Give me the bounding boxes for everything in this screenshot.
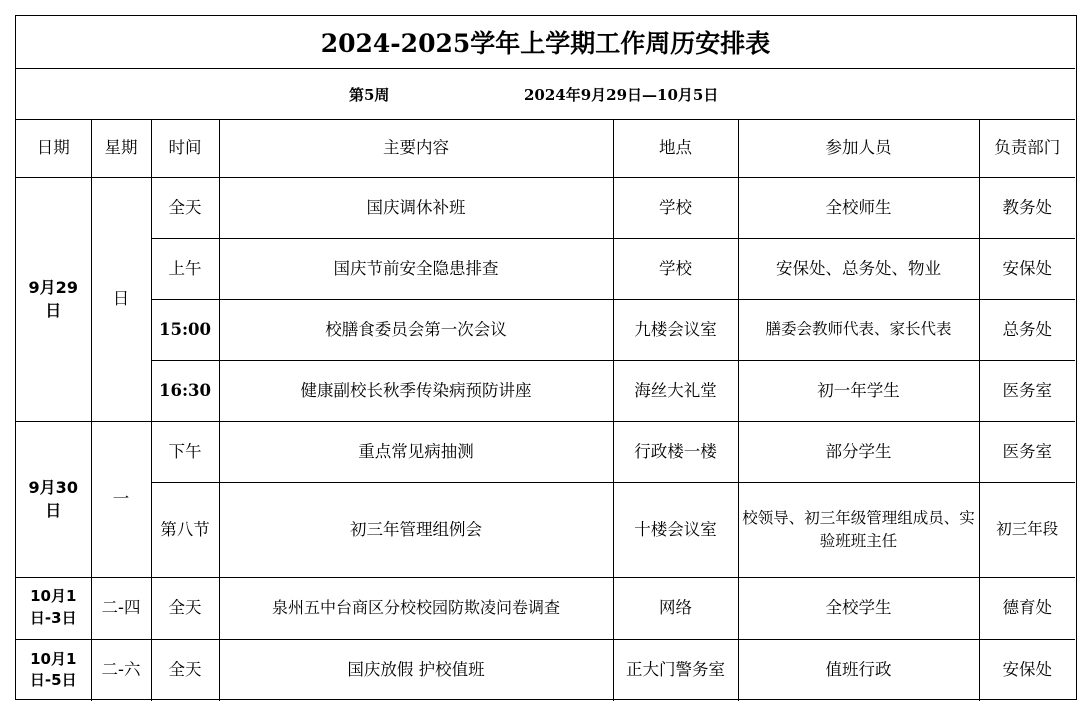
week-label: 第5周 [349,86,390,104]
weekday-cell: 二-四 [91,577,151,639]
content-cell: 校膳食委员会第一次会议 [219,299,613,360]
location-cell: 正大门警务室 [613,639,738,701]
location-cell: 网络 [613,577,738,639]
location-cell: 九楼会议室 [613,299,738,360]
weekday-cell: 二-六 [91,639,151,701]
header-weekday: 星期 [91,120,151,177]
participants-cell: 校领导、初三年级管理组成员、实验班班主任 [738,482,979,577]
date-cell: 10月1日-3日 [16,577,91,639]
participants-cell: 部分学生 [738,421,979,482]
content-cell: 泉州五中台商区分校校园防欺凌问卷调查 [219,577,613,639]
time-cell: 第八节 [151,482,219,577]
participants-cell: 安保处、总务处、物业 [738,238,979,299]
location-cell: 十楼会议室 [613,482,738,577]
content-cell: 国庆调休补班 [219,177,613,238]
schedule-table [16,120,1075,701]
participants-cell: 值班行政 [738,639,979,701]
date-range: 2024年9月29日—10月5日 [524,86,719,104]
participants-cell: 全校学生 [738,577,979,639]
content-cell: 初三年管理组例会 [219,482,613,577]
content-cell: 国庆放假 护校值班 [219,639,613,701]
dept-cell: 安保处 [979,238,1075,299]
header-location: 地点 [613,120,738,177]
header-content: 主要内容 [219,120,613,177]
dept-cell: 教务处 [979,177,1075,238]
table-row [16,421,1075,482]
content-cell: 重点常见病抽测 [219,421,613,482]
participants-cell: 膳委会教师代表、家长代表 [738,299,979,360]
content-cell: 健康副校长秋季传染病预防讲座 [219,360,613,421]
weekday-cell: 一 [91,421,151,577]
header-dept: 负责部门 [979,120,1075,177]
dept-cell: 总务处 [979,299,1075,360]
date-cell: 10月1日-5日 [16,639,91,701]
location-cell: 学校 [613,238,738,299]
week-info-row [16,69,1075,120]
time-cell: 上午 [151,238,219,299]
table-row [16,577,1075,639]
participants-cell: 初一年学生 [738,360,979,421]
table-row [16,299,1075,360]
dept-cell: 德育处 [979,577,1075,639]
time-cell: 全天 [151,639,219,701]
participants-cell: 全校师生 [738,177,979,238]
header-row [16,120,1075,177]
time-cell: 全天 [151,177,219,238]
location-cell: 行政楼一楼 [613,421,738,482]
location-cell: 学校 [613,177,738,238]
date-cell: 9月30日 [16,421,91,577]
header-date: 日期 [16,120,91,177]
table-row [16,482,1075,577]
time-cell: 下午 [151,421,219,482]
time-cell: 15:00 [151,299,219,360]
weekday-cell: 日 [91,177,151,421]
time-cell: 16:30 [151,360,219,421]
dept-cell: 安保处 [979,639,1075,701]
header-time: 时间 [151,120,219,177]
table-row [16,639,1075,701]
content-cell: 国庆节前安全隐患排查 [219,238,613,299]
dept-cell: 医务室 [979,360,1075,421]
table-row [16,238,1075,299]
time-cell: 全天 [151,577,219,639]
location-cell: 海丝大礼堂 [613,360,738,421]
page-title: 2024-2025学年上学期工作周历安排表 [16,16,1075,69]
table-row [16,177,1075,238]
schedule-sheet [15,15,1077,700]
dept-cell: 医务室 [979,421,1075,482]
header-participants: 参加人员 [738,120,979,177]
date-cell: 9月29日 [16,177,91,421]
dept-cell: 初三年段 [979,482,1075,577]
table-row [16,360,1075,421]
